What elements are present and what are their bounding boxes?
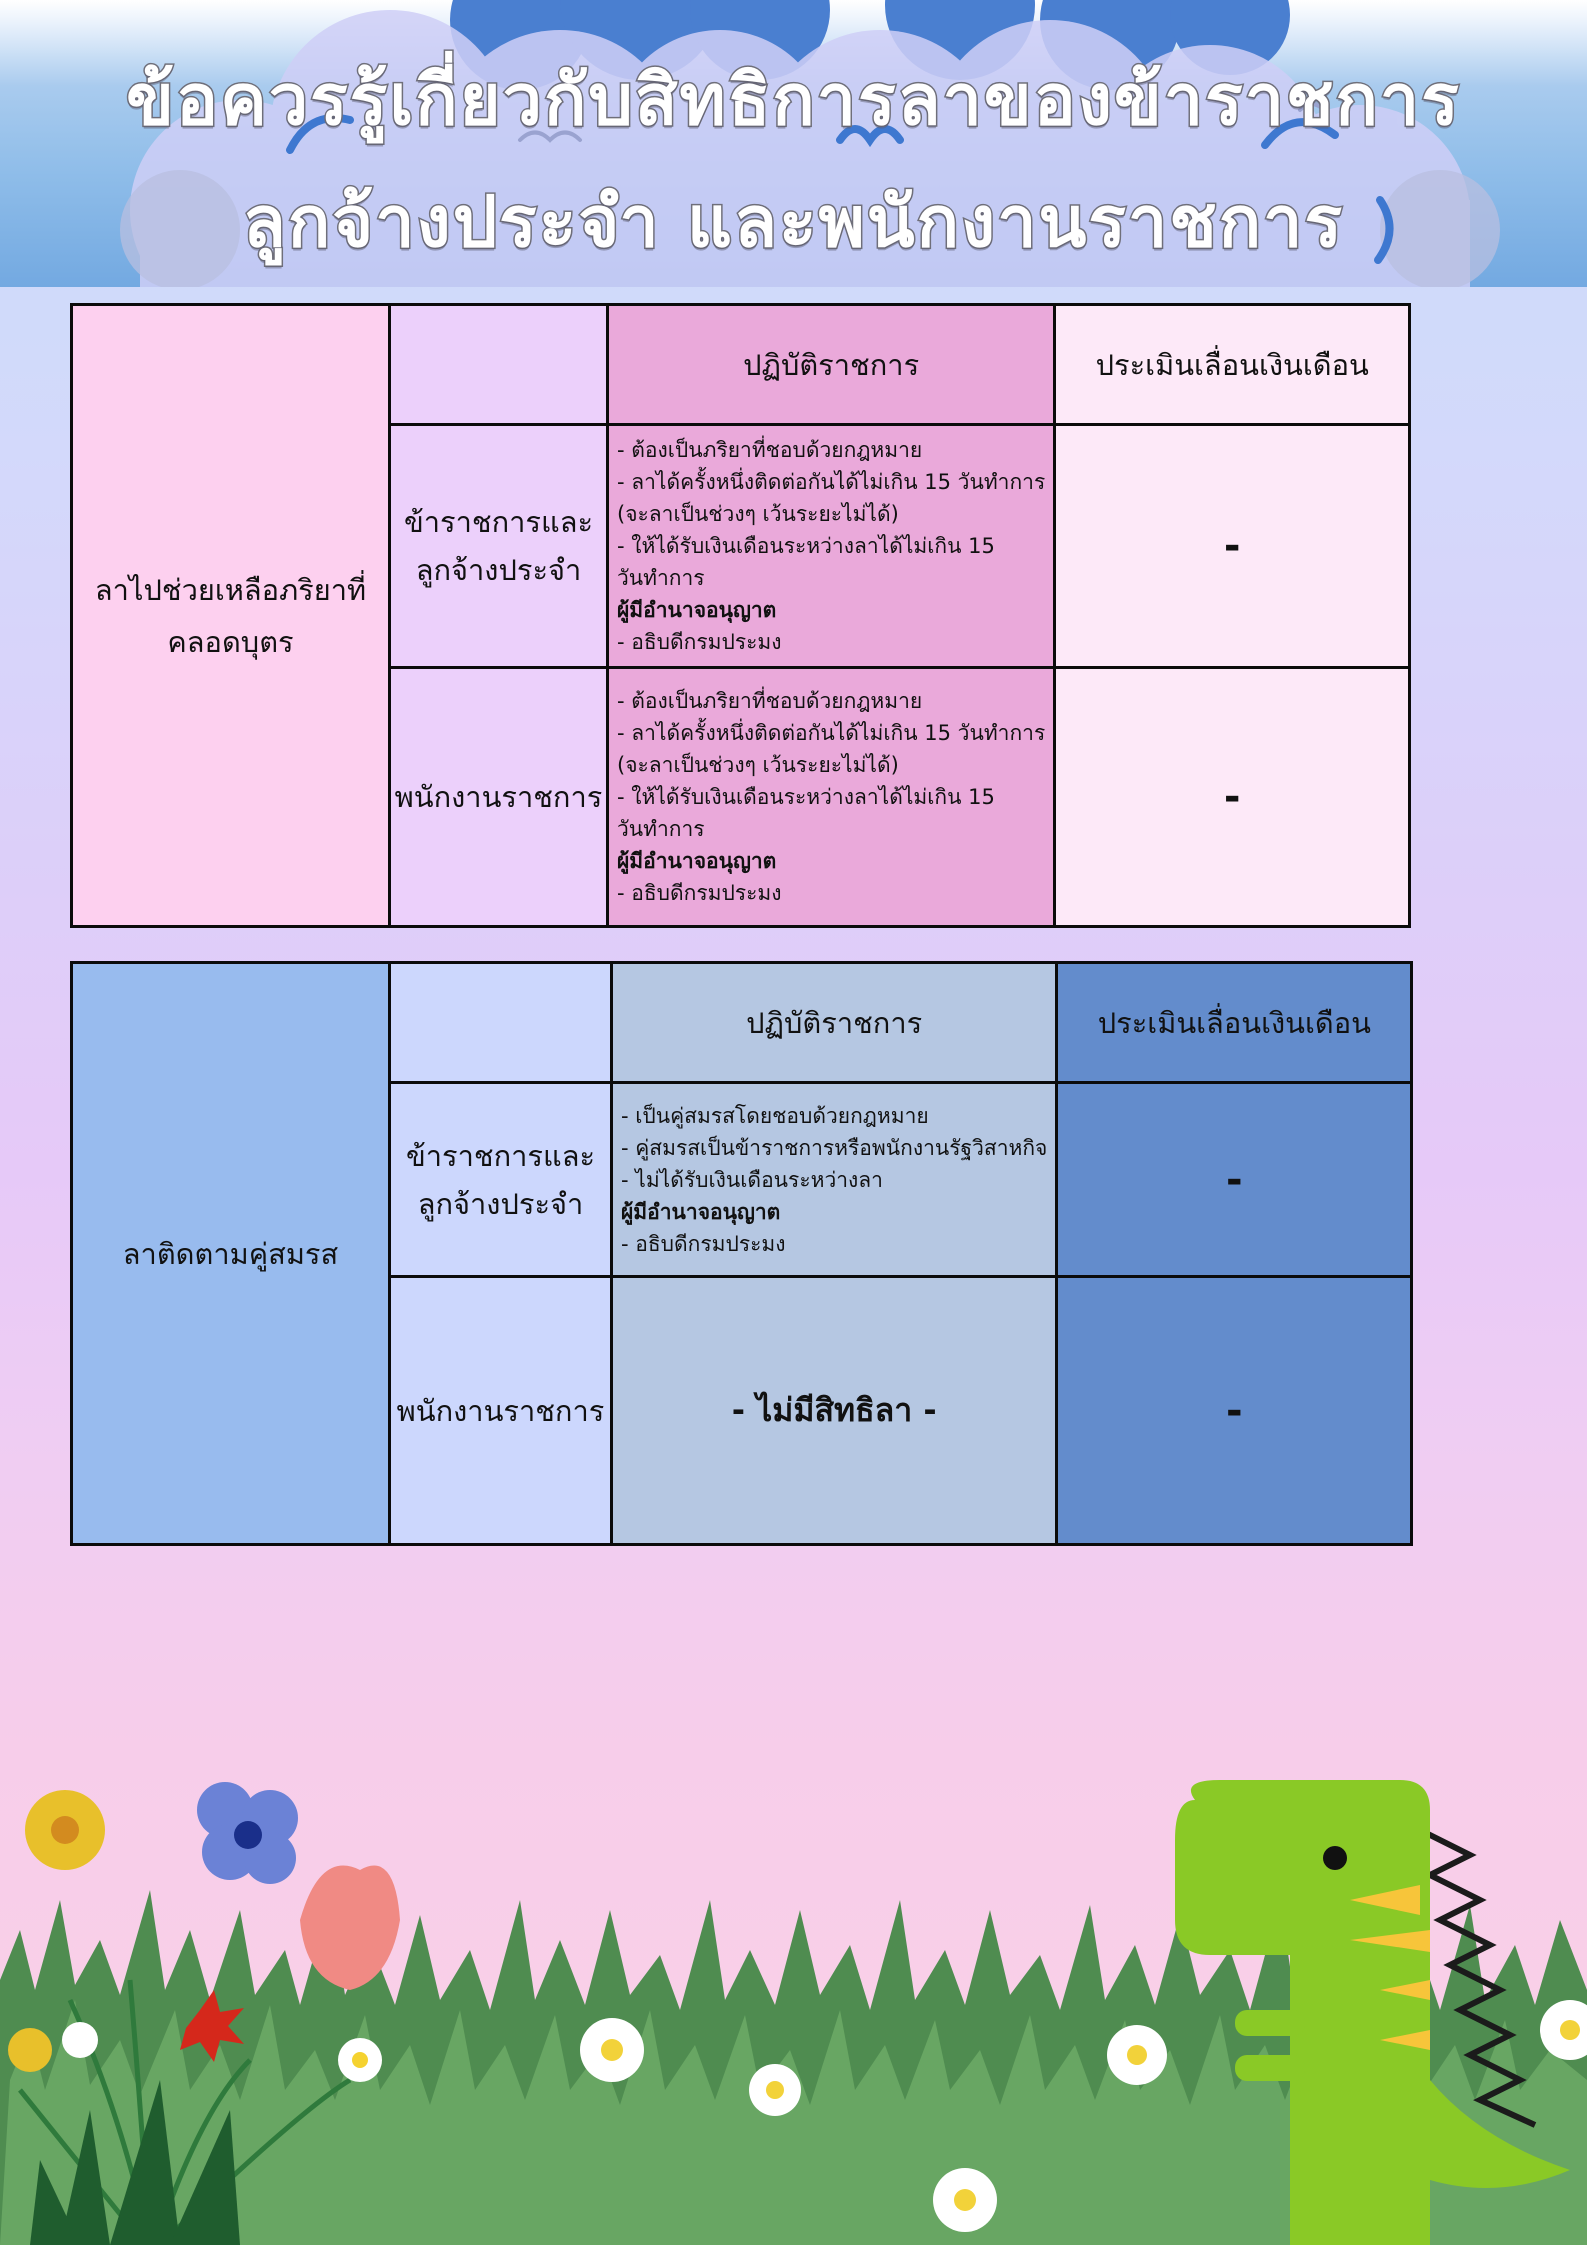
- condition-line: - ให้ได้รับเงินเดือนระหว่างลาได้ไม่เกิน 15: [617, 785, 995, 809]
- condition-line: (จะลาเป็นช่วงๆ เว้นระยะไม่ได้): [617, 502, 899, 526]
- column-header-evaluation: ประเมินเลื่อนเงินเดือน: [1057, 963, 1412, 1083]
- employee-type-label: ข้าราชการและลูกจ้างประจำ: [405, 1138, 596, 1221]
- page-title-line1: ข้อควรรู้เกี่ยวกับสิทธิการลาของข้าราชการ: [126, 59, 1461, 141]
- condition-line: วันทำการ: [617, 566, 705, 590]
- column-header-evaluation: ประเมินเลื่อนเงินเดือน: [1055, 305, 1410, 425]
- leave-table-follow-spouse: [70, 961, 1413, 1546]
- condition-line: - ให้ได้รับเงินเดือนระหว่างลาได้ไม่เกิน 15: [617, 534, 995, 558]
- approver-label: ผู้มีอำนาจอนุญาต: [617, 598, 777, 622]
- condition-line: - ไม่ได้รับเงินเดือนระหว่างลา: [621, 1167, 883, 1192]
- column-header-duty: ปฏิบัติราชการ: [608, 305, 1055, 425]
- conditions-cell: [612, 1083, 1057, 1277]
- employee-type-cell: [390, 1277, 612, 1545]
- garden-scene: [0, 1780, 1587, 2245]
- approver-value: - อธิบดีกรมประมง: [617, 630, 782, 654]
- condition-line: - ลาได้ครั้งหนึ่งติดต่อกันได้ไม่เกิน 15 วันทำการ: [617, 470, 1046, 494]
- evaluation-value: -: [1055, 425, 1410, 668]
- column-header-duty: ปฏิบัติราชการ: [612, 963, 1057, 1083]
- blank-header-cell: [390, 963, 612, 1083]
- employee-type-label: พนักงานราชการ: [394, 780, 603, 814]
- condition-line: - ลาได้ครั้งหนึ่งติดต่อกันได้ไม่เกิน 15 วันทำการ: [617, 721, 1046, 745]
- conditions-cell: [608, 425, 1055, 668]
- condition-line: วันทำการ: [617, 817, 705, 841]
- employee-type-label: ข้าราชการและลูกจ้างประจำ: [403, 505, 594, 587]
- condition-line: - ต้องเป็นภริยาที่ชอบด้วยกฎหมาย: [617, 438, 923, 462]
- employee-type-cell: [390, 1083, 612, 1277]
- leave-table-wife-childbirth: [70, 303, 1411, 928]
- evaluation-value: -: [1057, 1083, 1412, 1277]
- evaluation-value: -: [1057, 1277, 1412, 1545]
- condition-line: - คู่สมรสเป็นข้าราชการหรือพนักงานรัฐวิสาหกิจ: [621, 1135, 1048, 1160]
- employee-type-cell: [390, 668, 608, 927]
- approver-label: ผู้มีอำนาจอนุญาต: [617, 849, 777, 873]
- category-label: ลาไปช่วยเหลือภริยาที่คลอดบุตร: [94, 572, 367, 659]
- condition-line: - ต้องเป็นภริยาที่ชอบด้วยกฎหมาย: [617, 689, 923, 713]
- approver-value: - อธิบดีกรมประมง: [617, 881, 782, 905]
- blank-header-cell: [390, 305, 608, 425]
- category-cell: [72, 305, 390, 927]
- condition-line: - เป็นคู่สมรสโดยชอบด้วยกฎหมาย: [621, 1103, 929, 1128]
- employee-type-label: พนักงานราชการ: [396, 1393, 605, 1428]
- header-banner: [0, 0, 1587, 287]
- no-right-value: - ไม่มีสิทธิลา -: [612, 1277, 1057, 1545]
- page-title-line2: ลูกจ้างประจำ และพนักงานราชการ: [242, 181, 1345, 263]
- employee-type-cell: [390, 425, 608, 668]
- evaluation-value: -: [1055, 668, 1410, 927]
- approver-value: - อธิบดีกรมประมง: [621, 1231, 786, 1256]
- conditions-cell: [608, 668, 1055, 927]
- category-cell: [72, 963, 390, 1545]
- condition-line: (จะลาเป็นช่วงๆ เว้นระยะไม่ได้): [617, 753, 899, 777]
- approver-label: ผู้มีอำนาจอนุญาต: [621, 1199, 781, 1224]
- category-label: ลาติดตามคู่สมรส: [122, 1236, 339, 1271]
